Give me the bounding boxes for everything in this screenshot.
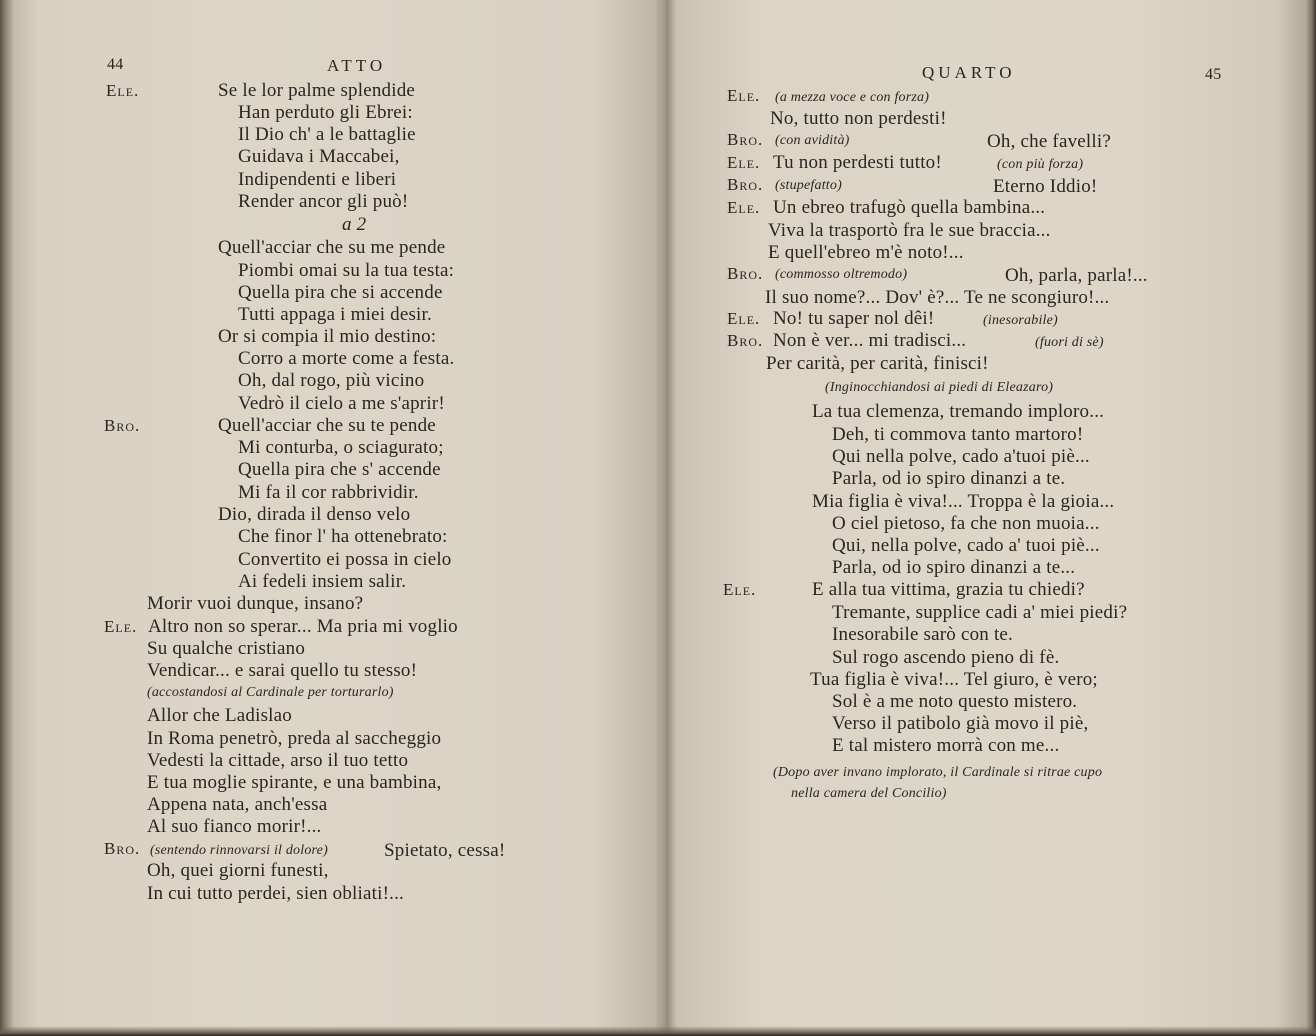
verse-line: In cui tutto perdei, sien obliati!... (147, 883, 404, 904)
verse-line: Qui, nella polve, cado a' tuoi piè... (832, 535, 1100, 556)
verse-line: E alla tua vittima, grazia tu chiedi? (812, 579, 1085, 600)
verse-line: E tal mistero morrà con me... (832, 735, 1060, 756)
speaker-label: Bro. (727, 130, 764, 149)
verse-line: Vendicar... e sarai quello tu stesso! (147, 660, 418, 681)
verse-line: Viva la trasportò fra le sue braccia... (768, 220, 1051, 241)
speaker-label: Bro. (104, 839, 141, 858)
verse-line: Spietato, cessa! (384, 840, 506, 861)
verse-line: E tua moglie spirante, e una bambina, (147, 772, 442, 793)
running-head: QUARTO (922, 63, 1016, 82)
duet-marker: a 2 (342, 214, 367, 235)
verse-line: Oh, che favelli? (987, 131, 1112, 152)
speaker-label: Ele. (727, 86, 761, 105)
speaker-label: Ele. (723, 580, 757, 599)
stage-direction: (con più forza) (997, 157, 1084, 172)
verse-line: Tremante, supplice cadi a' miei piedi? (832, 602, 1128, 623)
verse-line: Eterno Iddio! (993, 176, 1098, 197)
verse-line: Tua figlia è viva!... Tel giuro, è vero; (810, 669, 1098, 690)
verse-line: Sul rogo ascendo pieno di fè. (832, 647, 1060, 668)
speaker-label: Ele. (106, 81, 140, 100)
verse-line: Oh, dal rogo, più vicino (238, 370, 425, 391)
verse-line: Quella pira che s' accende (238, 459, 441, 480)
verse-line: Se le lor palme splendide (218, 80, 416, 101)
verse-line: Qui nella polve, cado a'tuoi piè... (832, 446, 1090, 467)
speaker-label: Bro. (727, 175, 764, 194)
speaker-label: Ele. (104, 617, 138, 636)
verse-line: O ciel pietoso, fa che non muoia... (832, 513, 1100, 534)
speaker-label: Bro. (727, 264, 764, 283)
verse-line: Indipendenti e liberi (238, 169, 397, 190)
verse-line: Oh, quei giorni funesti, (147, 860, 329, 881)
verse-line: Quell'acciar che su me pende (218, 237, 446, 258)
verse-line: Render ancor gli può! (238, 191, 409, 212)
verse-line: Ai fedeli insiem salir. (238, 571, 407, 592)
verse-line: E quell'ebreo m'è noto!... (768, 242, 964, 263)
verse-line: Quell'acciar che su te pende (218, 415, 436, 436)
verse-line: Mi conturba, o sciagurato; (238, 437, 444, 458)
stage-direction: (sentendo rinnovarsi il dolore) (150, 843, 328, 858)
stage-direction: (inesorabile) (983, 313, 1058, 328)
verse-line: Or si compia il mio destino: (218, 326, 437, 347)
right-page (665, 0, 1316, 1036)
stage-direction: (Inginocchiandosi ai piedi di Eleazaro) (825, 380, 1054, 395)
verse-line: Morir vuoi dunque, insano? (147, 593, 364, 614)
verse-line: La tua clemenza, tremando imploro... (812, 401, 1105, 422)
verse-line: Inesorabile sarò con te. (832, 624, 1014, 645)
verse-line: Tu non perdesti tutto! (773, 152, 942, 173)
verse-line: Il suo nome?... Dov' è?... Te ne scongiuro!... (765, 287, 1110, 308)
speaker-label: Ele. (727, 198, 761, 217)
verse-line: Che finor l' ha ottenebrato: (238, 526, 448, 547)
verse-line: Su qualche cristiano (147, 638, 306, 659)
running-head: ATTO (327, 56, 387, 75)
stage-direction: nella camera del Concilio) (791, 786, 947, 801)
verse-line: Un ebreo trafugò quella bambina... (773, 197, 1046, 218)
verse-line: Vedrò il cielo a me s'aprir! (238, 393, 445, 414)
verse-line: Oh, parla, parla!... (1005, 265, 1148, 286)
speaker-label: Ele. (727, 153, 761, 172)
page-number: 45 (1205, 66, 1222, 83)
verse-line: Guidava i Maccabei, (238, 146, 400, 167)
verse-line: No! tu saper nol dêi! (773, 308, 935, 329)
verse-line: Dio, dirada il denso velo (218, 504, 411, 525)
verse-line: Per carità, per carità, finisci! (766, 353, 989, 374)
speaker-label: Bro. (104, 416, 141, 435)
verse-line: Han perduto gli Ebrei: (238, 102, 413, 123)
verse-line: Verso il patibolo già movo il piè, (832, 713, 1089, 734)
stage-direction: (stupefatto) (775, 178, 842, 193)
verse-line: Al suo fianco morir!... (147, 816, 322, 837)
stage-direction: (con avidità) (775, 133, 850, 148)
verse-line: No, tutto non perdesti! (770, 108, 947, 129)
speaker-label: Bro. (727, 331, 764, 350)
verse-line: Tutti appaga i miei desir. (238, 304, 432, 325)
verse-line: Deh, ti commova tanto martoro! (832, 424, 1084, 445)
verse-line: Allor che Ladislao (147, 705, 292, 726)
stage-direction: (commosso oltremodo) (775, 267, 908, 282)
speaker-label: Ele. (727, 309, 761, 328)
verse-line: Mia figlia è viva!... Troppa è la gioia... (812, 491, 1115, 512)
verse-line: Mi fa il cor rabbrividir. (238, 482, 419, 503)
stage-direction: (Dopo aver invano implorato, il Cardinale si ritrae cupo (773, 765, 1103, 780)
verse-line: Convertito ei possa in cielo (238, 549, 452, 570)
verse-line: Il Dio ch' a le battaglie (238, 124, 416, 145)
verse-line: Non è ver... mi tradisci... (773, 330, 967, 351)
verse-line: Corro a morte come a festa. (238, 348, 455, 369)
verse-line: Sol è a me noto questo mistero. (832, 691, 1078, 712)
stage-direction: (fuori di sè) (1035, 335, 1104, 350)
stage-direction: (a mezza voce e con forza) (775, 90, 930, 105)
verse-line: Piombi omai su la tua testa: (238, 260, 455, 281)
stage-direction: (accostandosi al Cardinale per torturarlo) (147, 685, 394, 700)
verse-line: Appena nata, anch'essa (147, 794, 328, 815)
verse-line: In Roma penetrò, preda al saccheggio (147, 728, 442, 749)
verse-line: Quella pira che si accende (238, 282, 443, 303)
verse-line: Altro non so sperar... Ma pria mi voglio (148, 616, 458, 637)
verse-line: Parla, od io spiro dinanzi a te... (832, 557, 1076, 578)
page-number: 44 (107, 56, 124, 73)
verse-line: Parla, od io spiro dinanzi a te. (832, 468, 1066, 489)
verse-line: Vedesti la cittade, arso il tuo tetto (147, 750, 409, 771)
